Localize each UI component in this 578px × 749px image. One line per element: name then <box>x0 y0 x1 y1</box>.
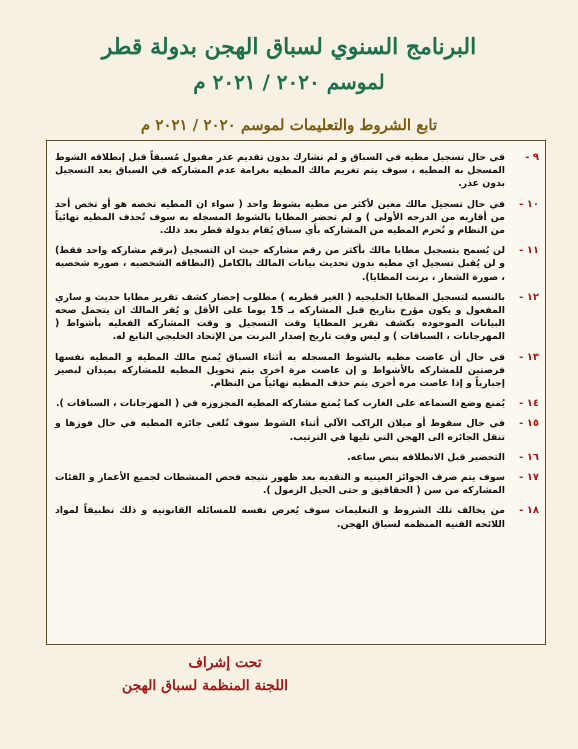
term-text: في حال تسجيل مطيه في السباق و لم تشارك بدون تقديم عذر مقبول مُسبقاً قبل إنطلاقه الشوط المسجل به المطيه ، سوف يتم تغريم مالك المطيه بغرامة عدم المشاركه في السباق بعد التسجيل بدون عذر. <box>55 152 505 190</box>
term-item <box>55 471 539 497</box>
term-number: ١١ - <box>519 245 539 257</box>
term-text: بالنسبه لتسجيل المطايا الخليجيه ( الغير قطريه ) مطلوب إحضار كشف تقرير مطايا حديث و ساري المفعول و يكون مؤرخ بتاريخ قبل المشاركه بـ 15 يوما على الأقل و يُقر المالك ان يتحمل صحه البيانات الموجوده بكشف تقرير المطايا وقت التسجيل و وقت المشاركه الفعليه بأشواط ( المهرجانات ، السباقات ) و ليس وقت تاريخ إصدار البرنت من الإتحاد الخليجي التابع له. <box>55 291 505 343</box>
page-title: البرنامج السنوي لسباق الهجن بدولة قطر <box>101 34 477 60</box>
term-number: ١٦ - <box>519 451 539 463</box>
term-text: في حال أن عاصت مطيه بالشوط المسجله به أثناء السباق يُمنح مالك المطيه و المطيه نفسها فرصتين للمشاركه بالأشواط و إن عاصت مرة اخرى يتم تحويل المطيه للمشاركه بميدان لبصير إجبارياً و إذا عاصت مره أخرى يتم حذف المطيه نهائياً من النظام. <box>55 351 505 390</box>
term-item <box>55 198 539 238</box>
term-item <box>55 397 539 410</box>
term-item <box>55 351 539 391</box>
section-subtitle: تابع الشروط والتعليمات لموسم ٢٠٢٠ / ٢٠٢١ م <box>140 116 438 134</box>
signature-supervision: تحت إشراف <box>188 655 262 671</box>
term-number: ٩ - <box>525 152 539 163</box>
term-number: ١٨ - <box>519 505 539 517</box>
terms-box <box>46 140 546 645</box>
term-item <box>55 504 539 530</box>
signature-committee: اللجنة المنظمة لسباق الهجن <box>121 678 289 694</box>
term-text: في حال سقوط أو ميلان الراكب الآلي أثناء الشوط سوف تُلغى جائزه المطيه في حال فوزها و تنقل الجائزه الى الهجن التي تليها في الترتيب. <box>55 418 505 443</box>
season-line: لموسم ٢٠٢٠ / ٢٠٢١ م <box>193 70 385 94</box>
term-text: التحضير قبل الانطلاقه بنص ساعه. <box>347 451 505 463</box>
term-text: لن يُسمح بتسجيل مطايا مالك بأكثر من رقم مشاركه حيث ان التسجيل (برقم مشاركه واحد فقط) و لن يُقبل تسجيل اي مطيه بدون تحديث بيانات المالك بالكامل (البطاقه الشخصيه ، صوره شخصيه ، صورة الشعار ، برنت المطايا). <box>55 245 505 283</box>
term-number: ١٢ - <box>519 291 539 303</box>
term-item <box>55 151 539 191</box>
term-number: ١٠ - <box>519 198 539 210</box>
term-number: ١٤ - <box>519 398 539 410</box>
term-text: من يخالف تلك الشروط و التعليمات سوف يُعرض نفسه للمسائله القانونيه و ذلك تطبيقاً لمواد اللائحه الفنيه المنظمه لسباق الهجن. <box>55 505 505 530</box>
term-item <box>55 291 539 344</box>
term-item <box>55 244 539 284</box>
term-item <box>55 451 539 464</box>
term-text: يُمنع وضع السماعه على الغارب كما يُمنع مشاركه المطيه المجزوزه في ( المهرجانات ، السباقات ). <box>55 398 505 410</box>
terms-list <box>55 151 539 538</box>
term-number: ١٧ - <box>519 472 539 484</box>
term-text: سوف يتم صرف الجوائز العينيه و النقديه بعد ظهور نتيجه فحص المنشطات لجميع الأعمار و الفئات المشاركه من سن ( الحقاقيق و حتى الحيل الزمول ). <box>55 472 505 497</box>
term-item <box>55 417 539 443</box>
term-text: في حال تسجيل مالك معين لأكثر من مطيه بشوط واحد ( سواء ان المطيه تخصه هو أو تخص أحد من أقاربه من الدرجه الأولى ) و لم تحضر المطايا بالشوط المسجله به سوف تُحذف المطيه نهائياً من النظام و تُحرم المطيه من المشاركه بأي سباق يُقام بدولة قطر بعد ذلك. <box>55 198 505 237</box>
term-number: ١٣ - <box>519 351 539 363</box>
term-number: ١٥ - <box>519 418 539 430</box>
